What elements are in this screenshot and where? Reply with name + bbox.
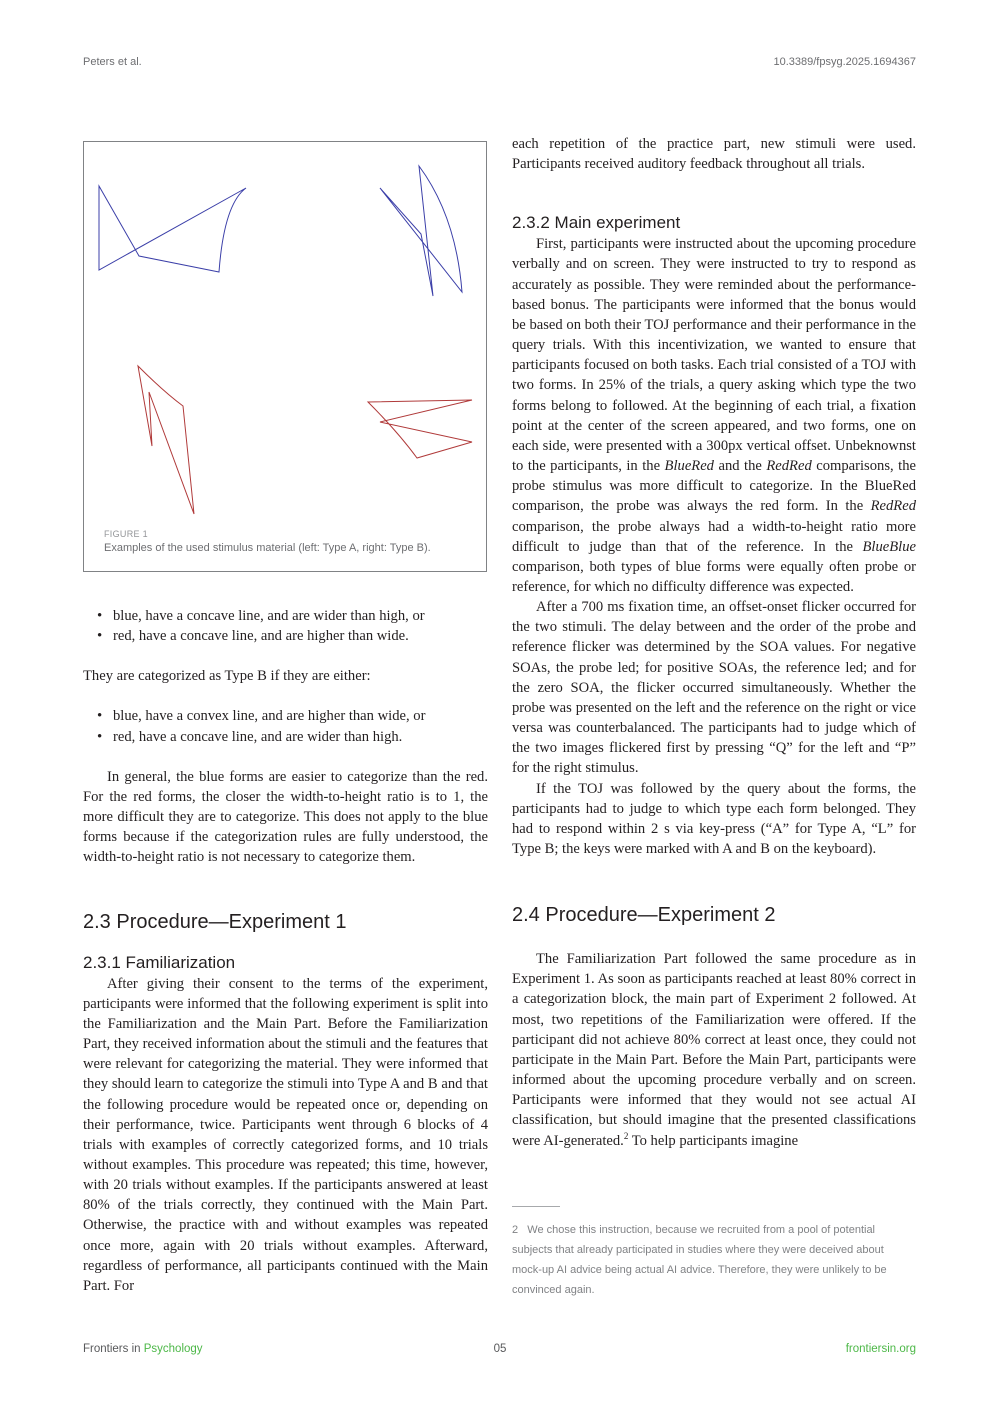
paragraph: each repetition of the practice part, new stimuli were used. Participants received auditory feedback throughout all trials. [512, 136, 916, 173]
list-item: • blue, have a convex line, and are higher than wide, or [113, 706, 488, 726]
type-a-list [83, 606, 488, 646]
footnote: 2 We chose this instruction, because we recruited from a pool of potential subjects that already participated in studies where they were deceived about mock-up AI advice being actual AI advice. Therefore, they were unlikely to be convinced again. [512, 1224, 887, 1296]
doi: 10.3389/fpsyg.2025.1694367 [773, 56, 916, 68]
blue-form-type-b [380, 166, 462, 296]
footer-site-link[interactable]: frontiersin.org [845, 1343, 916, 1355]
list-item: • red, have a concave line, and are wider than high. [113, 727, 488, 747]
list-item: • red, have a concave line, and are higher than wide. [113, 626, 488, 646]
figure-label: FIGURE 1 [104, 529, 148, 539]
figure-1 [83, 141, 487, 572]
blue-form-type-a [99, 186, 246, 272]
type-b-intro: They are categorized as Type B if they are either: [83, 668, 371, 685]
footer-journal: Frontiers in Psychology [83, 1343, 203, 1355]
section-heading-2-4: 2.4 Procedure—Experiment 2 [512, 904, 776, 927]
paragraph: First, participants were instructed about the upcoming procedure verbally and on screen. They were instructed to try to respond as accurately as possible. They were reminded about the performance-based bonus. The participants were informed that the bonus would be based on both their TOJ performance and their performance in the query trials. With this incentivization, we wanted to ensure that participants focused on both tasks. Each trial consisted of a TOJ with two forms. In 25% of the trials, a query asking which type the two forms belong to followed. At the beginning of each trial, a fixation point at the center of the screen appeared, and two forms, one on each side, were presented with a 300px vertical offset. Unbeknownst to the participants, in the BlueRed and the RedRed comparisons, the probe stimulus was more difficult to categorize. In the BlueRed comparison, the probe was always the red form. In the RedRed comparison, the probe always had a width-to-height ratio more difficult to judge than that of the reference. In the BlueBlue comparison, both types of blue forms were equally often probe or reference, for which no difficulty difference was expected. [512, 236, 916, 595]
subsection-heading-2-3-1: 2.3.1 Familiarization [83, 952, 236, 972]
red-form-type-b [368, 400, 472, 458]
footnote-rule [512, 1206, 560, 1207]
paragraph: After a 700 ms fixation time, an offset-onset flicker occurred for the two stimuli. The delay between and the order of the probe and reference flicker was determined by the SOA values. For negative SOAs, the probe led; for positive SOAs, the reference led; and for the zero SOA, the flicker occurred simultaneously. Whether the probe was presented on the left and the reference on the right or vice versa was counterbalanced. The participants had to judge which of the two images flickered first by pressing “Q” for the left and “P” for the right stimulus. [512, 599, 916, 777]
running-authors: Peters et al. [83, 56, 142, 68]
left-column [83, 606, 488, 1296]
section-heading-2-3: 2.3 Procedure—Experiment 1 [83, 910, 347, 933]
figure-caption: Examples of the used stimulus material (left: Type A, right: Type B). [104, 542, 431, 554]
stimulus-examples [84, 142, 486, 522]
red-form-type-a [138, 366, 194, 514]
paragraph: The Familiarization Part followed the same procedure as in Experiment 1. As soon as participants reached at least 80% correct in a categorization block, the main part of Experiment 2 followed. At most, two repetitions of the Familiarization were offered. If the participant did not achieve 80% correct at least once, they could not participate in the Main Part. Before the Main Part, participants were informed about the upcoming procedure verbally and on screen. Participants were informed that they would not see actual AI classification, but should imagine that the presented classifications were AI-generated.$^2$ To help participants imagine [512, 951, 916, 1149]
subsection-heading-2-3-2: 2.3.2 Main experiment [512, 213, 681, 233]
footnote-ref[interactable]: 2 [623, 1130, 629, 1141]
paragraph: If the TOJ was followed by the query about the forms, the participants had to judge to which type each form belonged. They had to respond within 2 s via key-press (“A” for Type A, “L” for Type B; the keys were marked with A and B on the keyboard). [512, 780, 916, 857]
paragraph: In general, the blue forms are easier to categorize than the red. For the red forms, the closer the width-to-height ratio is to 1, the more difficult they are to categorize. This does not apply to the blue forms because if the categorization rules are fully understood, the width-to-height ratio is not necessary to categorize them. [83, 768, 488, 866]
paragraph: After giving their consent to the terms of the experiment, participants were informed that the following experiment is split into the Familiarization and the Main Part. Before the Familiarization Part, they received information about the stimuli and the features that were relevant for categorizing the material. They were informed that they should learn to categorize the stimuli into Type A and B and that the following procedure would be repeated once or, depending on their performance, twice. Participants went through 6 blocks of 4 trials with examples of correctly categorized forms, and 10 trials without examples. This procedure was repeated; this time, however, with 20 trials without examples. If the participants answered at least 80% of the trials correctly, they continued with the Main Part. Otherwise, the practice with and without examples was repeated once more, again with 20 trials without examples. Afterward, regardless of performance, all participants continued with the Main Part. For [83, 975, 488, 1294]
type-b-list [83, 706, 488, 746]
list-item: • blue, have a concave line, and are wider than high, or [113, 606, 488, 626]
page-number: 05 [493, 1343, 507, 1355]
right-column [512, 134, 916, 1151]
